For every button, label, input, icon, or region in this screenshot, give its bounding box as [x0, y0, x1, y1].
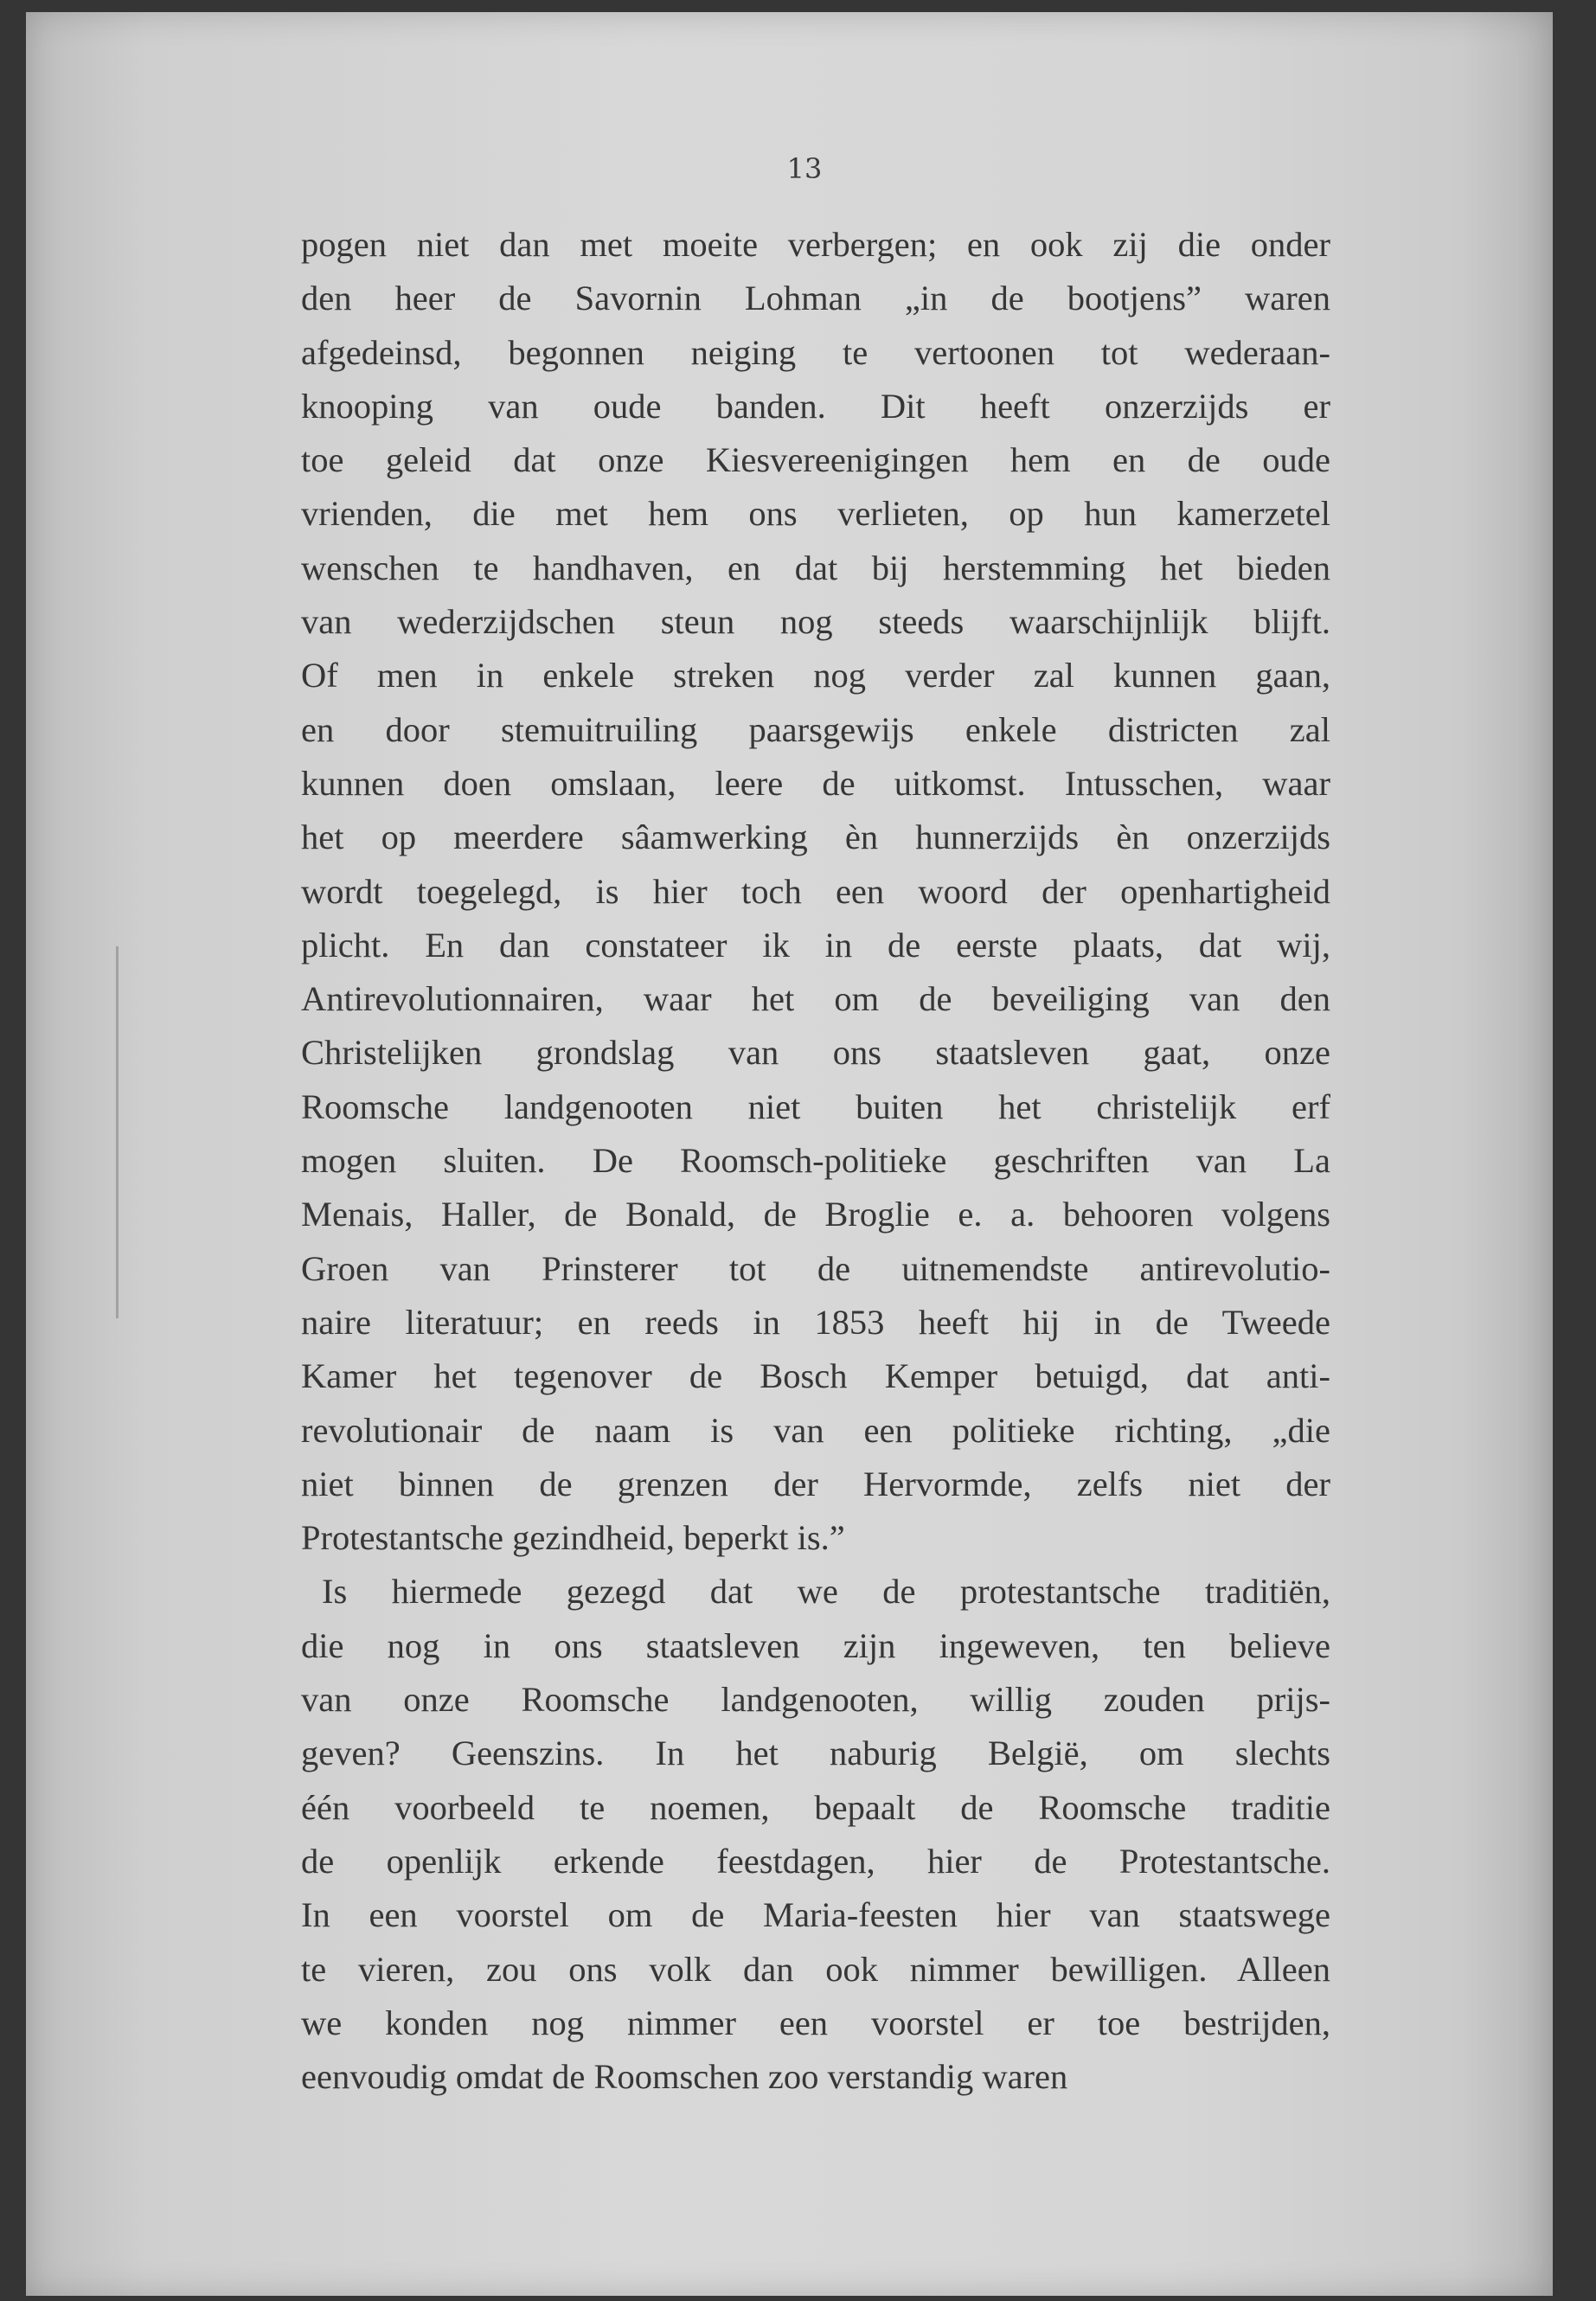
text-line: Menais, Haller, de Bonald, de Broglie e. a. behooren volgens: [301, 1195, 1330, 1234]
text-line: wenschen te handhaven, en dat bij herstemming het bieden: [301, 548, 1330, 587]
text-line: kunnen doen omslaan, leere de uitkomst. Intusschen, waar: [301, 763, 1330, 803]
text-line: revolutionair de naam is van een politieke richting, „die: [301, 1410, 1330, 1450]
book-page: [26, 12, 1553, 2296]
margin-fold-mark: [116, 946, 119, 1318]
paragraph: [301, 218, 1330, 1565]
text-line: Is hiermede gezegd dat we de protestantsche traditiën,: [322, 1572, 1330, 1612]
text-line: den heer de Savornin Lohman „in de bootjens” waren: [301, 279, 1330, 318]
paragraph: [301, 1565, 1330, 2104]
text-line: vrienden, die met hem ons verlieten, op hun kamerzetel: [301, 494, 1330, 534]
text-line: en door stemuitruiling paarsgewijs enkele districten zal: [301, 709, 1330, 749]
text-line: mogen sluiten. De Roomsch-politieke geschriften van La: [301, 1141, 1330, 1181]
text-line: Antirevolutionnairen, waar het om de beveiliging van den: [301, 979, 1330, 1019]
text-line: Roomsche landgenooten niet buiten het christelijk erf: [301, 1086, 1330, 1126]
text-line: Of men in enkele streken nog verder zal kunnen gaan,: [301, 656, 1330, 695]
text-line: In een voorstel om de Maria-feesten hier van staatswege: [301, 1895, 1330, 1935]
text-line: toe geleid dat onze Kiesvereenigingen hem en de oude: [301, 440, 1330, 480]
text-line: de openlijk erkende feestdagen, hier de Protestantsche.: [301, 1841, 1330, 1881]
text-line: wordt toegelegd, is hier toch een woord der openhartigheid: [301, 871, 1330, 911]
text-line: te vieren, zou ons volk dan ook nimmer bewilligen. Alleen: [301, 1949, 1330, 1989]
text-line: pogen niet dan met moeite verbergen; en ook zij die onder: [301, 225, 1330, 264]
text-line: geven? Geenszins. In het naburig België, om slechts: [301, 1734, 1330, 1773]
text-line: één voorbeeld te noemen, bepaalt de Roomsche traditie: [301, 1787, 1330, 1827]
text-line: plicht. En dan constateer ik in de eerste plaats, dat wij,: [301, 925, 1330, 965]
text-line: Groen van Prinsterer tot de uitnemendste antirevolutio-: [301, 1248, 1330, 1288]
text-line: knooping van oude banden. Dit heeft onzerzijds er: [301, 386, 1330, 426]
text-line: eenvoudig omdat de Roomschen zoo verstandig waren: [301, 2057, 1068, 2097]
text-line: Kamer het tegenover de Bosch Kemper betuigd, dat anti-: [301, 1356, 1330, 1396]
text-line: het op meerdere sâamwerking èn hunnerzijds èn onzerzijds: [301, 817, 1330, 857]
text-line: afgedeinsd, begonnen neiging te vertoonen tot wederaan-: [301, 332, 1330, 372]
text-line: die nog in ons staatsleven zijn ingeweven, ten believe: [301, 1625, 1330, 1665]
text-line: we konden nog nimmer een voorstel er toe bestrijden,: [301, 2003, 1330, 2042]
text-line: niet binnen de grenzen der Hervormde, zelfs niet der: [301, 1464, 1330, 1503]
page-number: 13: [786, 152, 823, 185]
text-line: van wederzijdschen steun nog steeds waarschijnlijk blijft.: [301, 602, 1330, 642]
body-text: [301, 218, 1330, 2104]
text-line: van onze Roomsche landgenooten, willig zouden prijs-: [301, 1680, 1330, 1720]
text-line: Christelijken grondslag van ons staatsleven gaat, onze: [301, 1033, 1330, 1073]
text-line: Protestantsche gezindheid, beperkt is.”: [301, 1518, 845, 1558]
text-line: naire literatuur; en reeds in 1853 heeft hij in de Tweede: [301, 1302, 1330, 1342]
